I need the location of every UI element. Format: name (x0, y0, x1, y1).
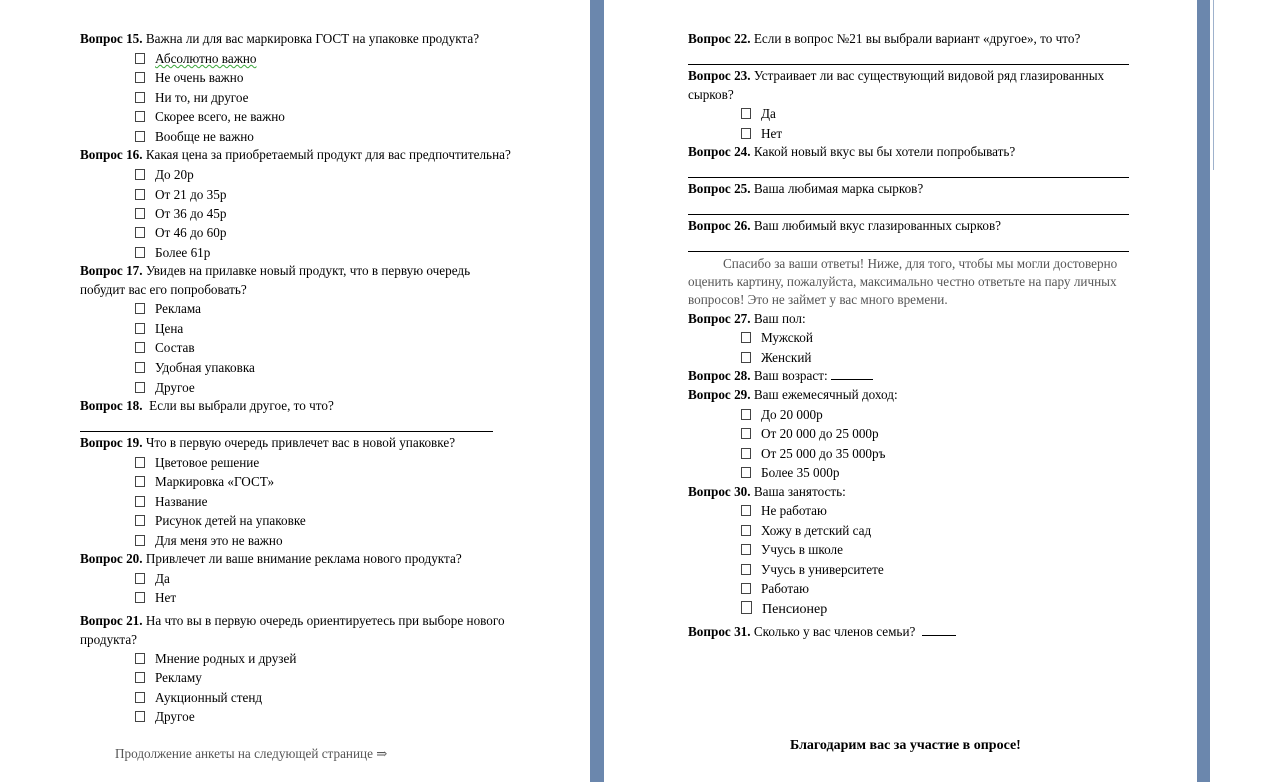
intro-text-line-3: вопросов! Это не займет у вас много времени. (688, 292, 948, 307)
checkbox-option[interactable]: Мнение родных и друзей (135, 649, 296, 668)
question-19: Вопрос 19. Что в первую очередь привлечет вас в новой упаковке? (80, 435, 456, 450)
checkbox-option[interactable]: От 36 до 45р (135, 204, 226, 223)
question-26: Вопрос 26. Ваш любимый вкус глазированных сырков? (688, 218, 1002, 233)
page-1-content (0, 0, 590, 782)
checkbox-option[interactable]: Работаю (741, 579, 809, 598)
checkbox-option[interactable]: Реклама (135, 299, 201, 318)
page-edge-divider (1207, 0, 1210, 782)
checkbox-option[interactable]: До 20 000р (741, 405, 823, 424)
answer-line[interactable] (688, 214, 1129, 215)
age-blank[interactable] (831, 367, 873, 380)
checkbox-option[interactable]: Ни то, ни другое (135, 88, 248, 107)
checkbox-option[interactable]: Цветовое решение (135, 453, 259, 472)
question-15: Вопрос 15. Важна ли для вас маркировка ГОСТ на упаковке продукта? (80, 31, 480, 46)
question-31: Вопрос 31. Сколько у вас членов семьи? (688, 622, 956, 641)
page-2-content (604, 0, 1197, 782)
page-edge-divider-thin (1213, 0, 1214, 170)
question-23-cont: сырков? (688, 87, 734, 102)
question-16: Вопрос 16. Какая цена за приобретаемый продукт для вас предпочтительна? (80, 147, 511, 162)
checkbox-option[interactable]: До 20р (135, 165, 194, 184)
answer-line[interactable] (688, 251, 1129, 252)
checkbox-option[interactable]: От 21 до 35р (135, 185, 226, 204)
checkbox-option[interactable]: Пенсионер (741, 600, 827, 619)
page-gutter-middle (590, 0, 604, 782)
checkbox-option[interactable]: От 25 000 до 35 000ръ (741, 444, 885, 463)
answer-line[interactable] (688, 177, 1129, 178)
checkbox-option[interactable]: Состав (135, 338, 195, 357)
question-21: Вопрос 21. На что вы в первую очередь ориентируетесь при выборе нового (80, 613, 505, 628)
checkbox-option[interactable]: Да (741, 104, 776, 123)
checkbox-option[interactable]: Женский (741, 348, 811, 367)
checkbox-option[interactable]: Рекламу (135, 668, 202, 687)
checkbox-option[interactable]: Другое (135, 707, 195, 726)
checkbox-option[interactable]: Для меня это не важно (135, 531, 283, 550)
question-17-cont: побудит вас его попробовать? (80, 282, 247, 297)
checkbox-option[interactable]: Более 61р (135, 243, 210, 262)
thanks-message: Благодарим вас за участие в опросе! (790, 738, 1021, 753)
document-page-2 (604, 0, 1197, 782)
answer-line[interactable] (80, 431, 493, 432)
checkbox-option[interactable]: От 20 000 до 25 000р (741, 424, 879, 443)
question-24: Вопрос 24. Какой новый вкус вы бы хотели попробывать? (688, 144, 1016, 159)
checkbox-option[interactable]: Удобная упаковка (135, 358, 255, 377)
question-18: Вопрос 18. Если вы выбрали другое, то что? (80, 398, 334, 413)
checkbox-option[interactable]: Маркировка «ГОСТ» (135, 472, 274, 491)
question-17: Вопрос 17. Увидев на прилавке новый продукт, что в первую очередь (80, 263, 471, 278)
checkbox-option[interactable]: Не работаю (741, 501, 827, 520)
question-27: Вопрос 27. Ваш пол: (688, 311, 806, 326)
question-20: Вопрос 20. Привлечет ли ваше внимание реклама нового продукта? (80, 551, 462, 566)
answer-line[interactable] (688, 64, 1129, 65)
checkbox-option[interactable]: Нет (741, 124, 782, 143)
checkbox-option[interactable]: Рисунок детей на упаковке (135, 511, 306, 530)
checkbox-option[interactable]: Учусь в школе (741, 540, 843, 559)
checkbox-option[interactable]: Более 35 000р (741, 463, 839, 482)
family-size-blank[interactable] (922, 623, 956, 636)
question-23: Вопрос 23. Устраивает ли вас существующий видовой ряд глазированных (688, 68, 1105, 83)
question-30: Вопрос 30. Ваша занятость: (688, 484, 846, 499)
checkbox-option[interactable]: Абсолютно важно (135, 49, 256, 68)
checkbox-option[interactable]: Скорее всего, не важно (135, 107, 285, 126)
question-29: Вопрос 29. Ваш ежемесячный доход: (688, 387, 898, 402)
question-25: Вопрос 25. Ваша любимая марка сырков? (688, 181, 924, 196)
checkbox-option[interactable]: Вообще не важно (135, 127, 254, 146)
checkbox-option[interactable]: Другое (135, 378, 195, 397)
checkbox-option[interactable]: Не очень важно (135, 68, 243, 87)
intro-text-line-1: Спасибо за ваши ответы! Ниже, для того, чтобы мы могли достоверно (723, 256, 1118, 271)
document-page-right-edge (1207, 0, 1275, 782)
continue-note: Продолжение анкеты на следующей странице ⇒ (115, 746, 388, 761)
question-21-cont: продукта? (80, 632, 138, 647)
checkbox-option[interactable]: От 46 до 60р (135, 223, 226, 242)
checkbox-option[interactable]: Название (135, 492, 207, 511)
checkbox-option[interactable]: Нет (135, 588, 176, 607)
question-22: Вопрос 22. Если в вопрос №21 вы выбрали вариант «другое», то что? (688, 31, 1081, 46)
checkbox-option[interactable]: Цена (135, 319, 183, 338)
checkbox-option[interactable]: Аукционный стенд (135, 688, 262, 707)
checkbox-option[interactable]: Мужской (741, 328, 813, 347)
checkbox-option[interactable]: Да (135, 569, 170, 588)
intro-text-line-2: оценить картину, пожалуйста, максимально честно ответьте на пару личных (688, 274, 1117, 289)
checkbox-option[interactable]: Учусь в университете (741, 560, 884, 579)
question-28: Вопрос 28. Ваш возраст: (688, 366, 873, 385)
document-page-1 (0, 0, 590, 782)
checkbox-option[interactable]: Хожу в детский сад (741, 521, 871, 540)
